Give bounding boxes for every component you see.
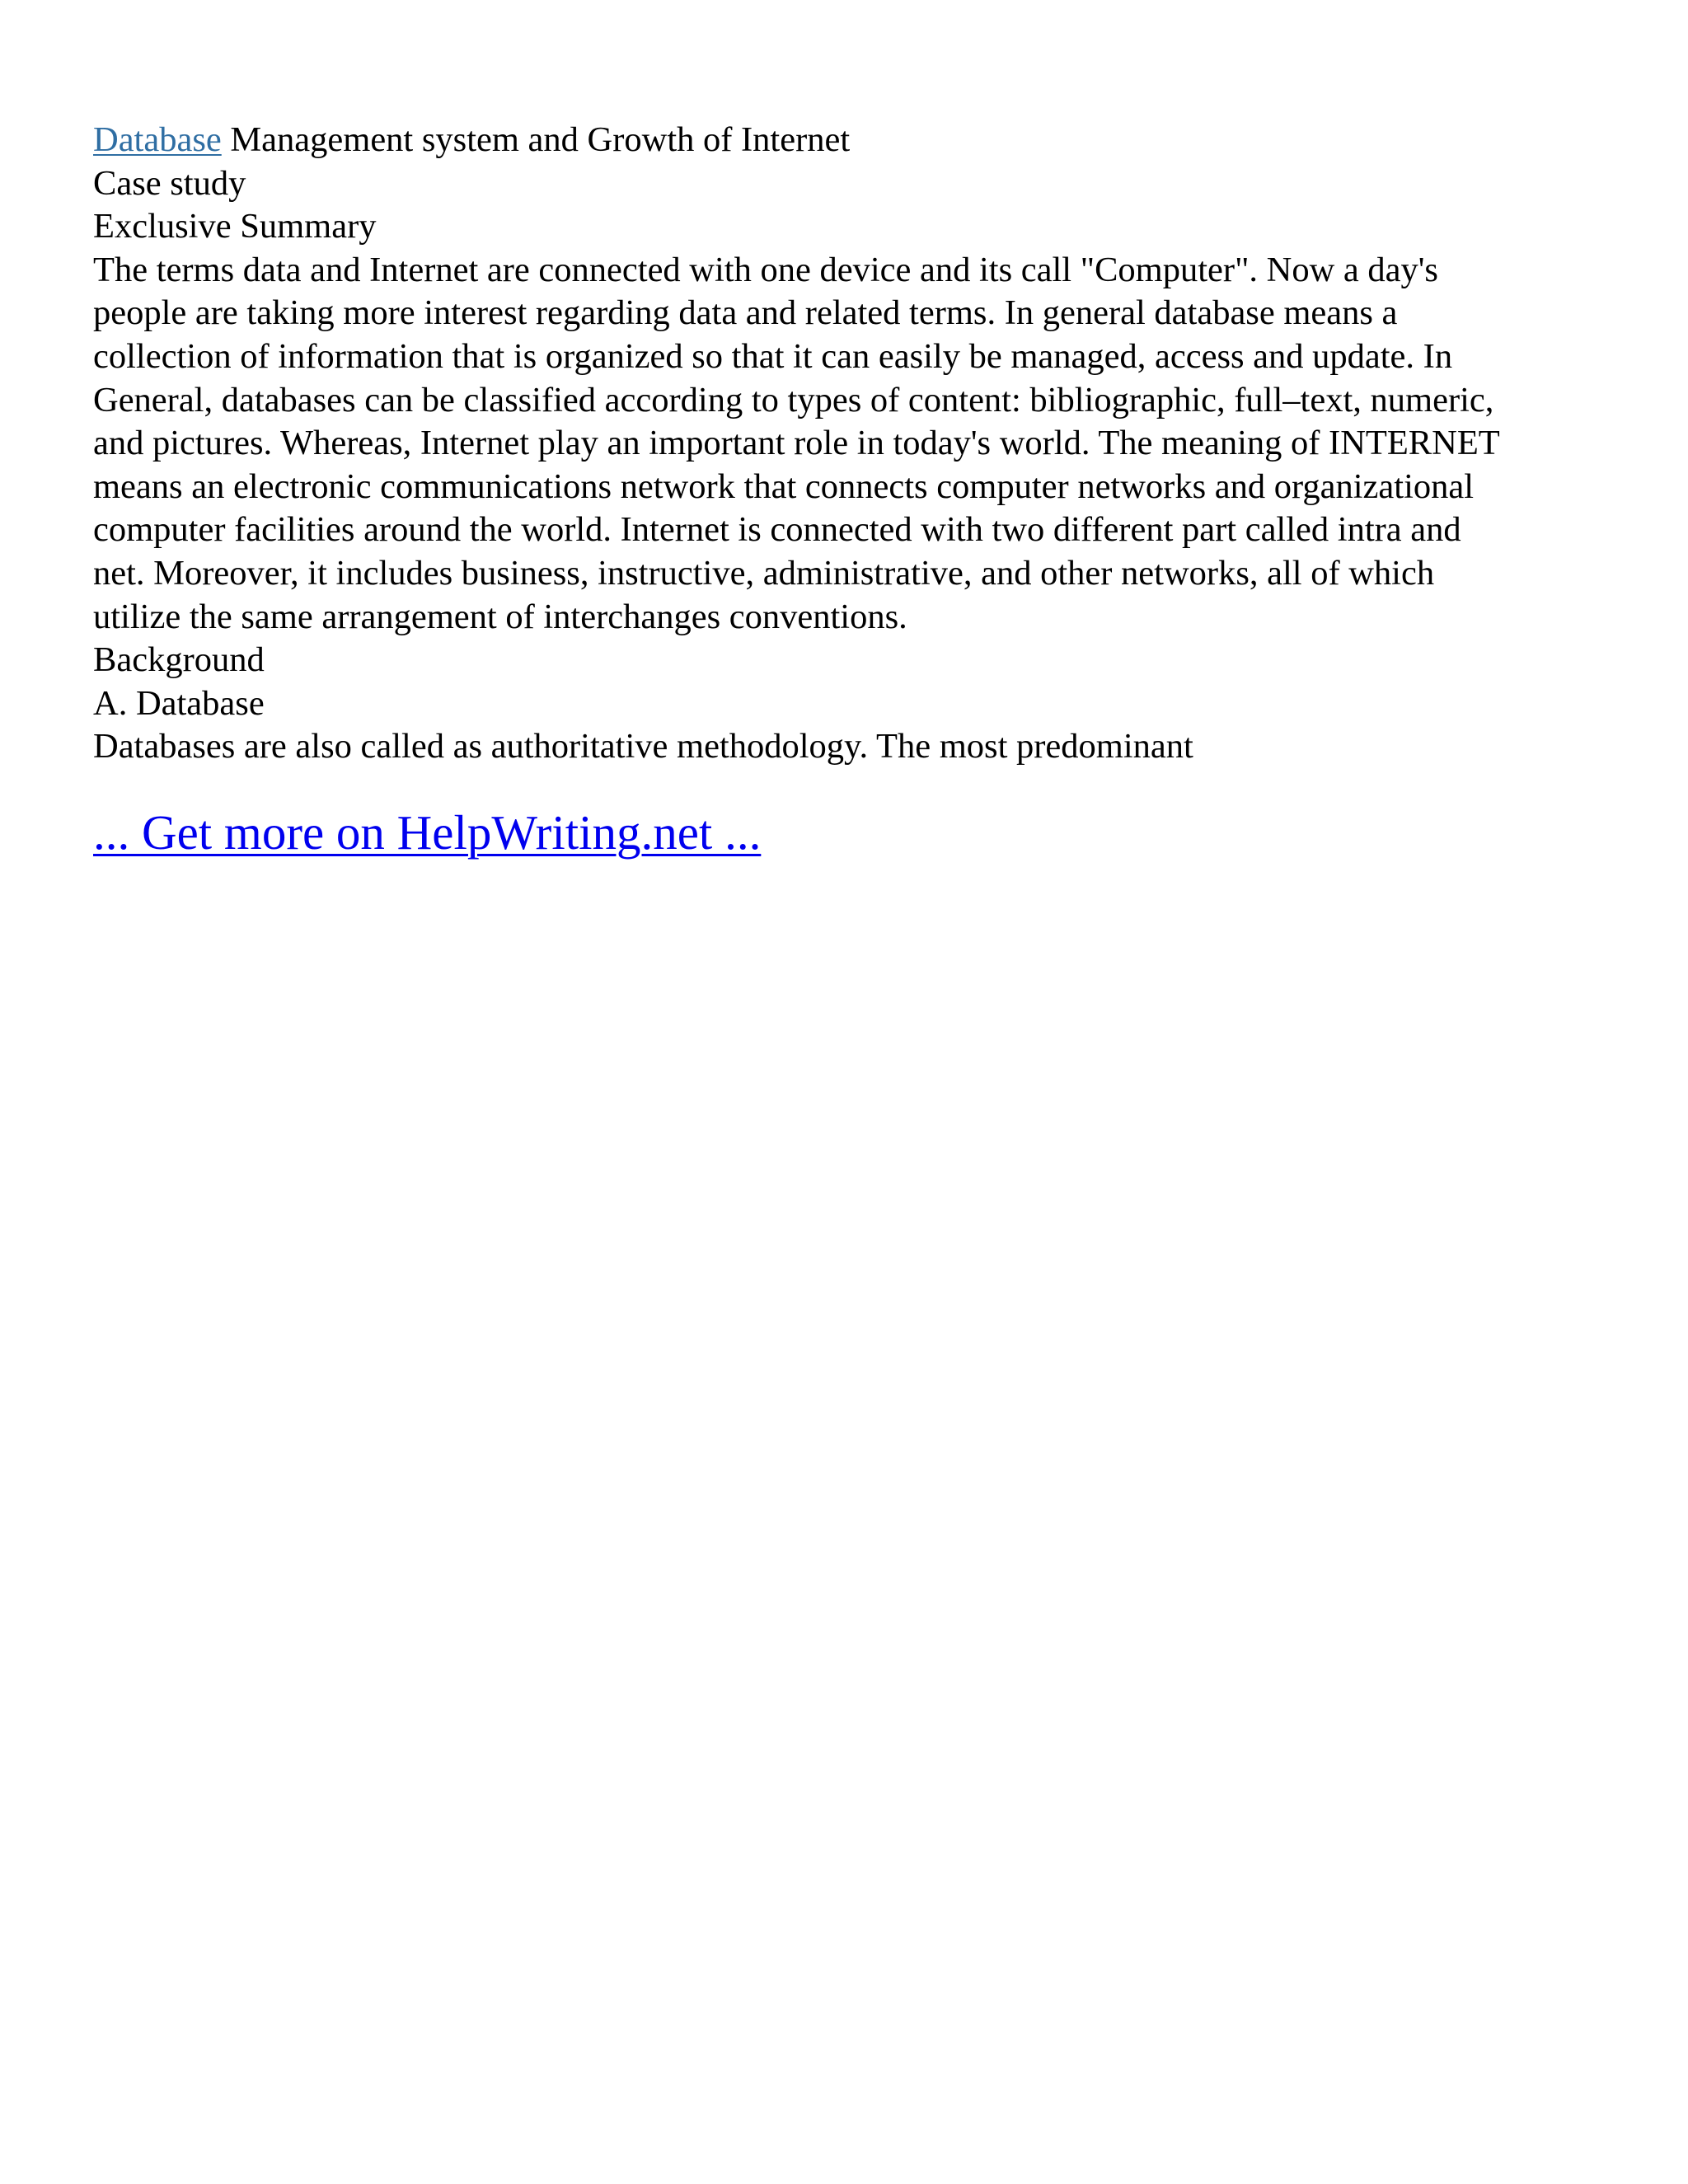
subtitle: Case study [93,163,246,203]
more-link-container [93,805,1601,865]
document-title [93,119,1601,162]
document-page [93,119,1601,865]
summary-line: net. Moreover, it includes business, instructive, administrative, and other networks, all of which [93,553,1435,593]
get-more-link[interactable]: ... Get more on HelpWriting.net ... [93,804,762,860]
title-text: Management system and Growth of Internet [221,120,851,159]
section-a-heading: A. Database [93,683,265,723]
summary-line: collection of information that is organized so that it can easily be managed, access and update. In [93,336,1453,376]
summary-line: computer facilities around the world. Internet is connected with two different part called intra and [93,510,1461,550]
summary-line: The terms data and Internet are connected with one device and its call "Computer". Now a day's [93,250,1438,289]
summary-line: and pictures. Whereas, Internet play an important role in today's world. The meaning of INTERNET [93,424,1500,463]
background-heading: Background [93,640,265,680]
summary-paragraph [93,249,1601,639]
summary-heading: Exclusive Summary [93,207,377,246]
title-database-link[interactable]: Database [93,120,222,159]
section-a-text: Databases are also called as authoritative methodology. The most predominant [93,727,1193,766]
summary-line: General, databases can be classified according to types of content: bibliographic, full–text, numeric, [93,380,1494,419]
summary-line: people are taking more interest regarding data and related terms. In general database means a [93,293,1398,333]
summary-line: utilize the same arrangement of interchanges conventions. [93,597,907,636]
summary-line: means an electronic communications network that connects computer networks and organizational [93,466,1475,506]
